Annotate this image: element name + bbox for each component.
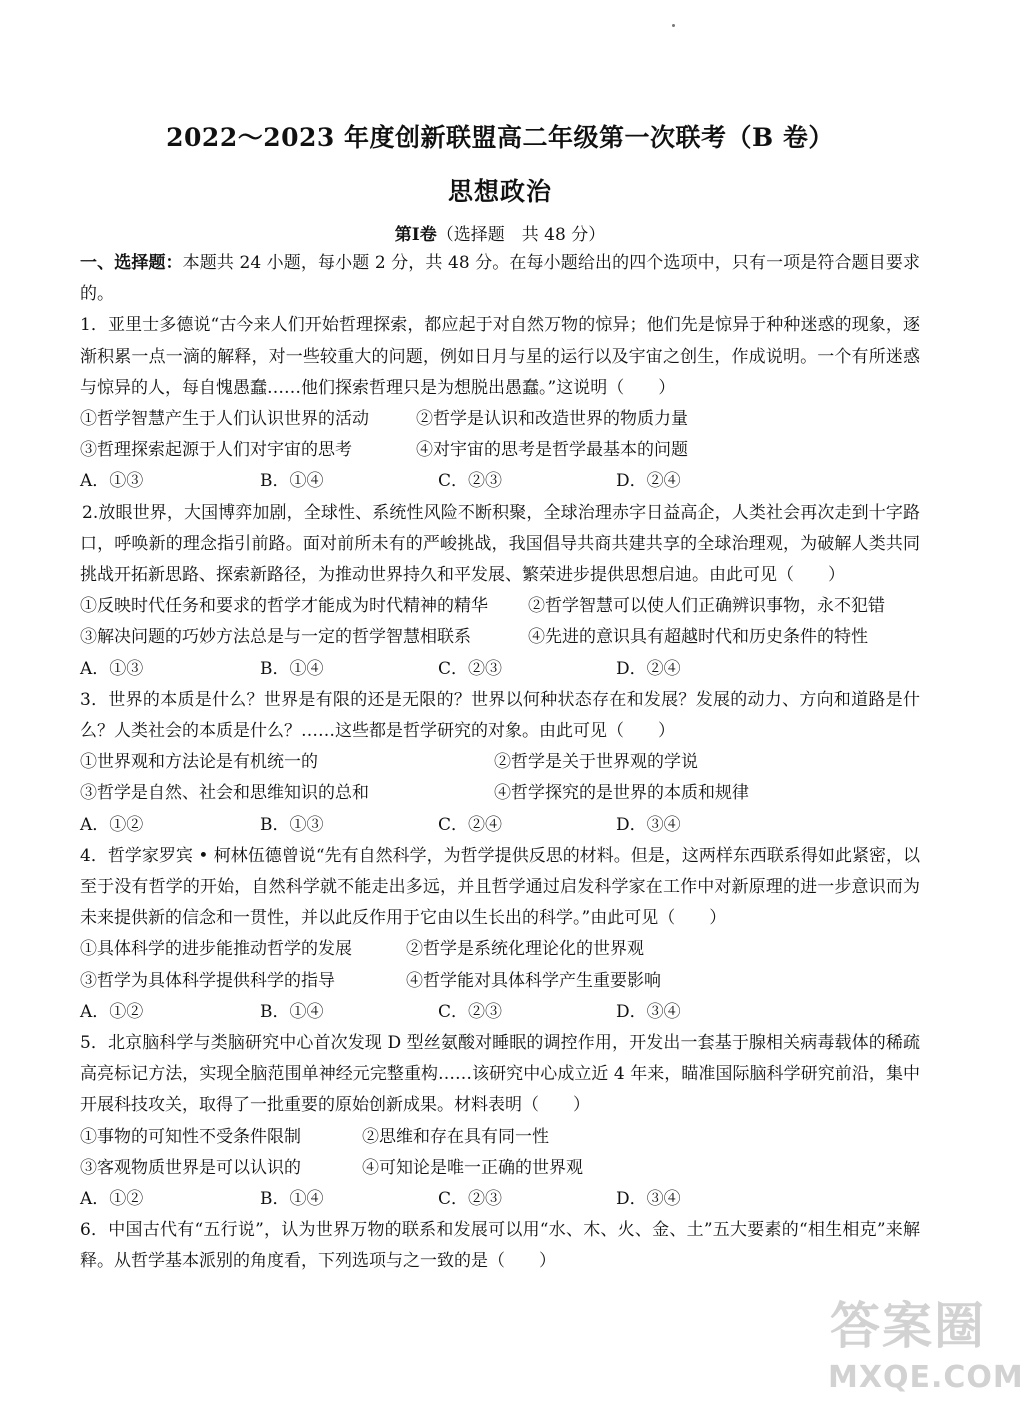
volume-note: （选择题 共 48 分） <box>436 225 606 245</box>
choice-a[interactable]: A．①② <box>80 814 144 835</box>
choice-b[interactable]: B．①③ <box>260 814 324 835</box>
statement: ②哲学智慧可以使人们正确辨识事物，永不犯错 <box>528 596 885 617</box>
question-1-statements-row-2 <box>80 435 920 466</box>
section-label: 一、选择题： <box>80 253 183 273</box>
choice-c[interactable]: C．②③ <box>438 471 503 492</box>
choice-d[interactable]: D．③④ <box>616 1188 681 1209</box>
question-3-choices <box>80 810 920 841</box>
choice-a[interactable]: A．①③ <box>80 471 144 492</box>
question-body <box>80 248 920 1277</box>
statement: ④对宇宙的思考是哲学最基本的问题 <box>416 440 688 461</box>
question-3-stem: 3．世界的本质是什么？世界是有限的还是无限的？世界以何种状态存在和发展？发展的动力、方向和道路是什么？人类社会的本质是什么？……这些都是哲学研究的对象。由此可见（ ） <box>80 689 920 741</box>
statement: ③解决问题的巧妙方法总是与一定的哲学智慧相联系 <box>80 627 471 648</box>
choice-b[interactable]: B．①④ <box>260 471 324 492</box>
statement: ④先进的意识具有超越时代和历史条件的特性 <box>528 627 868 648</box>
statement: ③哲学是自然、社会和思维知识的总和 <box>80 783 369 804</box>
section-heading <box>80 248 920 310</box>
subject-title: 思想政治 <box>447 177 552 206</box>
statement: ③哲学为具体科学提供科学的指导 <box>80 970 335 991</box>
choice-c[interactable]: C．②③ <box>438 1188 503 1209</box>
choice-a[interactable]: A．①② <box>80 1001 144 1022</box>
statement: ②思维和存在具有同一性 <box>362 1126 549 1147</box>
choice-b[interactable]: B．①④ <box>260 658 324 679</box>
statement: ③哲理探索起源于人们对宇宙的思考 <box>80 440 352 461</box>
statement: ①事物的可知性不受条件限制 <box>80 1126 301 1147</box>
section-instructions: 本题共 24 小题，每小题 2 分，共 48 分。在每小题给出的四个选项中，只有一项是符合题目要求的。 <box>80 253 920 305</box>
choice-c[interactable]: C．②③ <box>438 1001 503 1022</box>
choice-d[interactable]: D．③④ <box>616 814 681 835</box>
statement: ②哲学是关于世界观的学说 <box>494 752 698 773</box>
choice-d[interactable]: D．②④ <box>616 658 681 679</box>
choice-d[interactable]: D．③④ <box>616 1001 681 1022</box>
statement: ①世界观和方法论是有机统一的 <box>80 752 318 773</box>
statement: ②哲学是认识和改造世界的物质力量 <box>416 409 688 430</box>
volume-heading <box>0 220 1000 245</box>
watermark-logo-text: 答案圈 <box>830 1297 986 1355</box>
question-1-choices <box>80 466 920 497</box>
question-4-statements-row-2 <box>80 966 920 997</box>
question-1-stem: 1．亚里士多德说“古今来人们开始哲理探索，都应起于对自然万物的惊异；他们先是惊异于种种迷惑的现象，逐渐积累一点一滴的解释，对一些较重大的问题，例如日月与星的运行以及宇宙之创生，作成说明。一个有所迷惑与惊异的人，每自愧愚蠢……他们探索哲理只是为想脱出愚蠢。”这说明（ ） <box>80 315 920 398</box>
question-1-statements-row-1 <box>80 404 920 435</box>
choice-b[interactable]: B．①④ <box>260 1188 324 1209</box>
question-4-choices <box>80 997 920 1028</box>
question-2-statements-row-1 <box>80 591 920 622</box>
question-2-stem: 2.放眼世界，大国博弈加剧，全球性、系统性风险不断积聚，全球治理赤字日益高企，人类社会再次走到十字路口，呼唤新的理念指引前路。面对前所未有的严峻挑战，我国倡导共商共建共享的全球治理观，为破解人类共同挑战开拓新思路、探索新路径，为推动世界持久和平发展、繁荣进步提供思想启迪。由此可见（ ） <box>80 502 920 585</box>
statement: ①哲学智慧产生于人们认识世界的活动 <box>80 409 369 430</box>
choice-d[interactable]: D．②④ <box>616 471 681 492</box>
statement: ①具体科学的进步能推动哲学的发展 <box>80 939 352 960</box>
choice-b[interactable]: B．①④ <box>260 1001 324 1022</box>
question-4-statements-row-1 <box>80 934 920 965</box>
site-watermark <box>828 1286 1024 1410</box>
choice-c[interactable]: C．②③ <box>438 658 503 679</box>
statement: ②哲学是系统化理论化的世界观 <box>406 939 644 960</box>
statement: ③客观物质世界是可以认识的 <box>80 1157 301 1178</box>
exam-title: 2022～2023 年度创新联盟高二年级第一次联考（B 卷） <box>166 123 834 152</box>
question-3-statements-row-1 <box>80 747 920 778</box>
scan-dot <box>672 24 675 27</box>
choice-a[interactable]: A．①② <box>80 1188 144 1209</box>
statement: ④哲学能对具体科学产生重要影响 <box>406 970 661 991</box>
question-5-choices <box>80 1184 920 1215</box>
question-2-choices <box>80 654 920 685</box>
statement: ①反映时代任务和要求的哲学才能成为时代精神的精华 <box>80 596 488 617</box>
question-6-stem: 6．中国古代有“五行说”，认为世界万物的联系和发展可以用“水、木、火、金、土”五大要素的“相生相克”来解释。从哲学基本派别的角度看，下列选项与之一致的是（ ） <box>80 1220 920 1272</box>
statement: ④哲学探究的是世界的本质和规律 <box>494 783 749 804</box>
volume-label: 第Ⅰ卷 <box>394 225 437 245</box>
question-2-statements-row-2 <box>80 622 920 653</box>
watermark-url: MXQE.COM <box>828 1360 1024 1395</box>
question-5-statements-row-1 <box>80 1122 920 1153</box>
statement: ④可知论是唯一正确的世界观 <box>362 1157 583 1178</box>
question-5-statements-row-2 <box>80 1153 920 1184</box>
question-3-statements-row-2 <box>80 778 920 809</box>
choice-a[interactable]: A．①③ <box>80 658 144 679</box>
choice-c[interactable]: C．②④ <box>438 814 503 835</box>
question-5-stem: 5．北京脑科学与类脑研究中心首次发现 D 型丝氨酸对睡眠的调控作用，开发出一套基于腺相关病毒载体的稀疏高亮标记方法，实现全脑范围单神经元完整重构……该研究中心成立近 4 年来，瞄准国际脑科学研究前沿，集中开展科技攻关，取得了一批重要的原始创新成果。材料表明（ ） <box>80 1032 920 1116</box>
question-4-stem: 4．哲学家罗宾 • 柯林伍德曾说“先有自然科学，为哲学提供反思的材料。但是，这两样东西联系得如此紧密，以至于没有哲学的开始，自然科学就不能走出多远，并且哲学通过启发科学家在工作中对新原理的进一步意识而为未来提供新的信念和一贯性，并以此反作用于它由以生长出的科学。”由此可见（ ） <box>80 845 920 929</box>
